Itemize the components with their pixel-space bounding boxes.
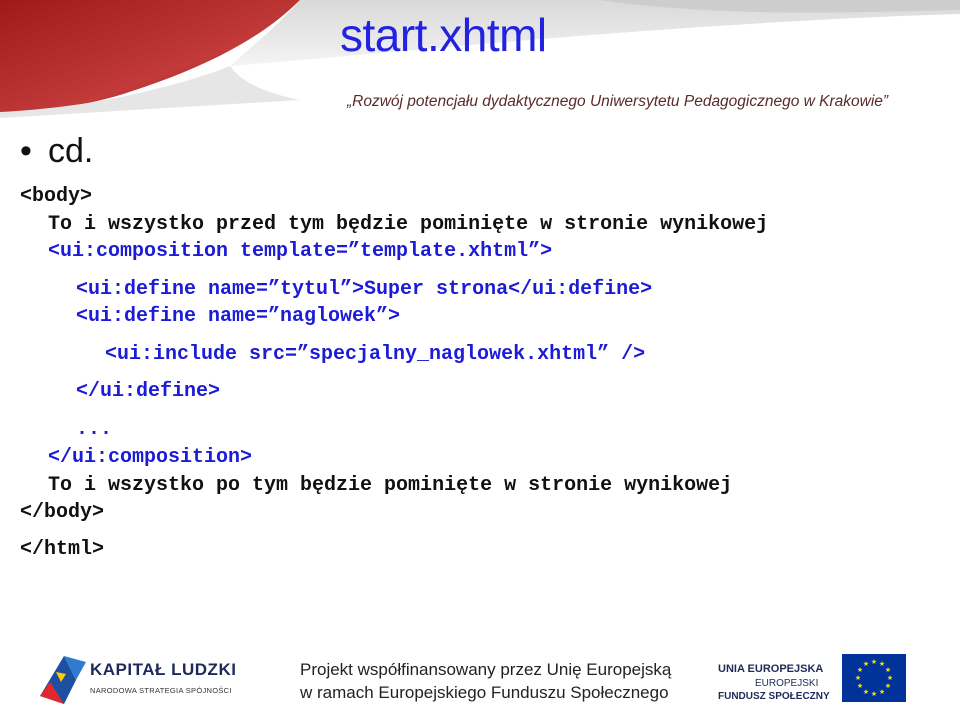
eu-label-3: FUNDUSZ SPOŁECZNY bbox=[718, 691, 830, 702]
code-line: To i wszystko przed tym będzie pominięte w stronie wynikowej bbox=[48, 213, 769, 236]
kapital-ludzki-title: KAPITAŁ LUDZKI bbox=[90, 660, 237, 679]
project-line-1: Projekt współfinansowany przez Unię Europejską bbox=[300, 660, 672, 679]
bullet-icon: • bbox=[20, 132, 32, 170]
svg-text:★: ★ bbox=[870, 658, 878, 666]
svg-text:★: ★ bbox=[884, 682, 892, 690]
code-line: </ui:composition> bbox=[48, 446, 253, 469]
code-line: </html> bbox=[20, 538, 105, 561]
code-line: </ui:define> bbox=[76, 380, 221, 403]
code-line: <body> bbox=[20, 185, 93, 208]
svg-text:★: ★ bbox=[886, 674, 894, 682]
bullet-point bbox=[20, 132, 93, 171]
code-line: To i wszystko po tym będzie pominięte w stronie wynikowej bbox=[48, 474, 733, 497]
code-line: </body> bbox=[20, 501, 105, 524]
code-line: <ui:define name=”naglowek”> bbox=[76, 305, 401, 328]
slide-subtitle: „Rozwój potencjału dydaktycznego Uniwersytetu Pedagogicznego w Krakowie” bbox=[347, 93, 889, 110]
eu-label-2: EUROPEJSKI bbox=[755, 678, 819, 689]
code-line: <ui:include src=”specjalny_naglowek.xhtml” /> bbox=[105, 343, 646, 366]
svg-text:★: ★ bbox=[870, 690, 878, 698]
svg-text:★: ★ bbox=[856, 682, 864, 690]
code-line: <ui:define name=”tytul”>Super strona</ui:define> bbox=[76, 278, 653, 301]
code-block bbox=[18, 185, 948, 585]
svg-text:★: ★ bbox=[862, 660, 870, 668]
slide-title: start.xhtml bbox=[340, 9, 547, 61]
code-line: <ui:composition template=”template.xhtml”> bbox=[48, 240, 553, 263]
eu-label-1: UNIA EUROPEJSKA bbox=[718, 663, 824, 675]
svg-text:★: ★ bbox=[884, 666, 892, 674]
svg-text:★: ★ bbox=[878, 688, 886, 696]
bullet-text: cd. bbox=[48, 132, 94, 170]
code-line: ... bbox=[76, 418, 113, 441]
svg-text:★: ★ bbox=[856, 666, 864, 674]
project-line-2: w ramach Europejskiego Funduszu Społecznego bbox=[300, 683, 669, 702]
kapital-ludzki-subtitle: NARODOWA STRATEGIA SPÓJNOŚCI bbox=[90, 686, 232, 695]
svg-text:★: ★ bbox=[878, 660, 886, 668]
eu-flag-icon bbox=[842, 654, 906, 702]
svg-text:★: ★ bbox=[854, 674, 862, 682]
svg-text:★: ★ bbox=[862, 688, 870, 696]
